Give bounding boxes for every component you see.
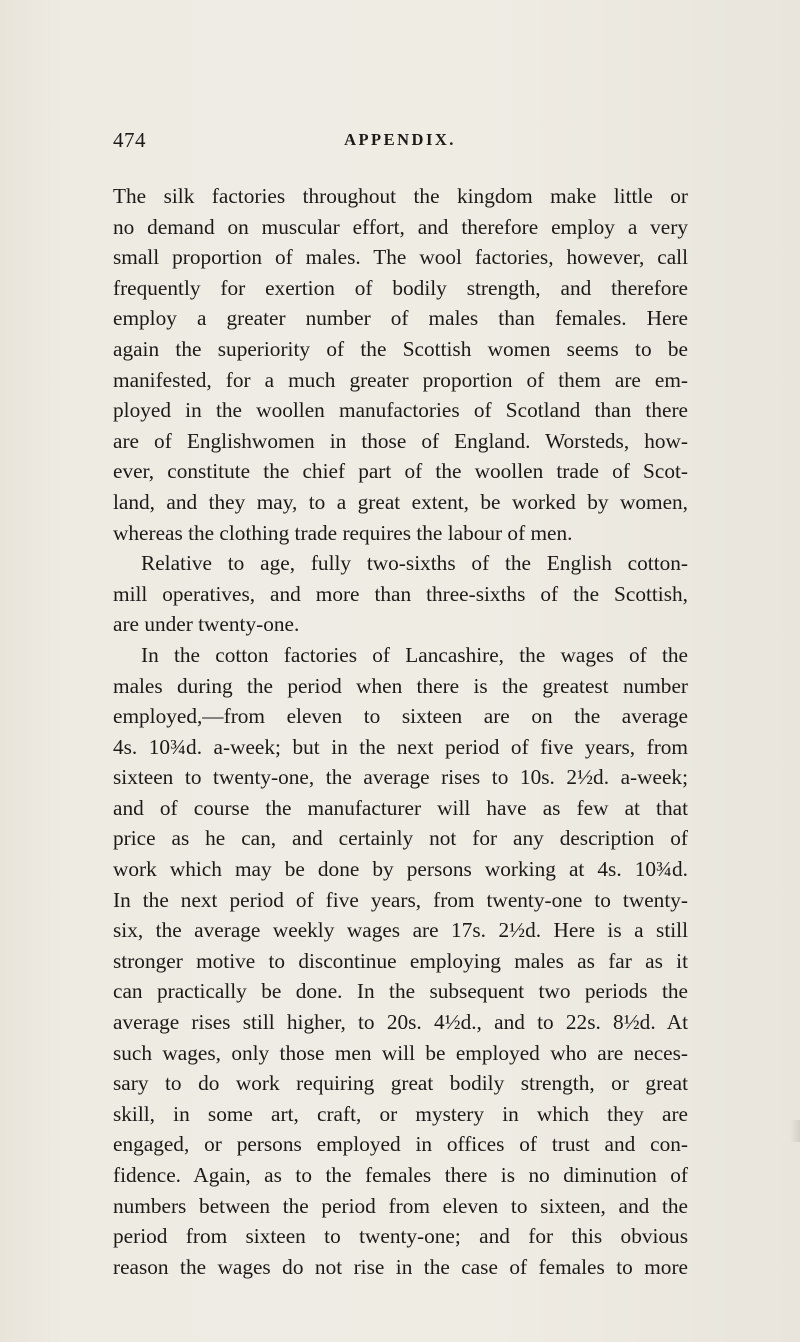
text-line: numbers between the period from eleven to sixteen, and the (113, 1193, 688, 1218)
text-line: whereas the clothing trade requires the labour of men. (113, 520, 573, 545)
text-line: ever, constitute the chief part of the woollen trade of Scot- (113, 459, 688, 484)
body-text (113, 181, 688, 1282)
text-line: frequently for exertion of bodily strength, and therefore (113, 275, 688, 300)
text-line: reason the wages do not rise in the case of females to more (113, 1254, 688, 1279)
text-line: males during the period when there is the greatest number (113, 673, 688, 698)
text-line: can practically be done. In the subsequent two periods the (113, 979, 688, 1004)
text-line: fidence. Again, as to the females there is no diminution of (113, 1163, 688, 1187)
text-line: engaged, or persons employed in offices of trust and con- (113, 1132, 688, 1157)
text-line: price as he can, and certainly not for any description of (113, 826, 688, 851)
page-header (113, 128, 687, 168)
text-line: sixteen to twenty-one, the average rises to 10s. 2½d. a-week; (113, 765, 688, 790)
page-edge-shadow (790, 1120, 800, 1142)
text-line: no demand on muscular effort, and therefore employ a very (113, 214, 688, 239)
text-line: 4s. 10¾d. a-week; but in the next period of five years, from (113, 734, 688, 759)
text-line: employ a greater number of males than females. Here (113, 306, 688, 331)
text-line: again the superiority of the Scottish women seems to be (113, 336, 688, 361)
text-line: stronger motive to discontinue employing males as far as it (113, 948, 688, 973)
text-line: The silk factories throughout the kingdom make little or (113, 184, 688, 208)
text-line: are of Englishwomen in those of England. Worsteds, how- (113, 428, 688, 453)
text-line: In the cotton factories of Lancashire, the wages of the (141, 642, 688, 667)
running-head: APPENDIX. (344, 130, 456, 149)
text-line: ployed in the woollen manufactories of Scotland than there (113, 398, 688, 423)
text-line: In the next period of five years, from twenty-one to twenty- (113, 887, 688, 912)
text-line: Relative to age, fully two-sixths of the English cotton- (141, 551, 688, 576)
page-number: 474 (113, 128, 146, 152)
text-line: sary to do work requiring great bodily strength, or great (113, 1071, 688, 1096)
text-line: and of course the manufacturer will have as few at that (113, 795, 688, 820)
text-line: land, and they may, to a great extent, be worked by women, (113, 489, 688, 514)
text-line: such wages, only those men will be employed who are neces- (113, 1040, 688, 1065)
text-line: mill operatives, and more than three-sixths of the Scottish, (113, 581, 688, 606)
text-line: average rises still higher, to 20s. 4½d., and to 22s. 8½d. At (113, 1010, 688, 1035)
text-line: employed,—from eleven to sixteen are on the average (113, 704, 688, 729)
text-line: period from sixteen to twenty-one; and for this obvious (113, 1224, 688, 1249)
text-line: skill, in some art, craft, or mystery in which they are (113, 1101, 688, 1126)
text-line: are under twenty-one. (113, 612, 300, 637)
text-line: work which may be done by persons working at 4s. 10¾d. (113, 857, 688, 882)
text-line: manifested, for a much greater proportion of them are em- (113, 367, 688, 392)
text-line: small proportion of males. The wool factories, however, call (113, 245, 688, 270)
text-line: six, the average weekly wages are 17s. 2½d. Here is a still (113, 918, 688, 943)
